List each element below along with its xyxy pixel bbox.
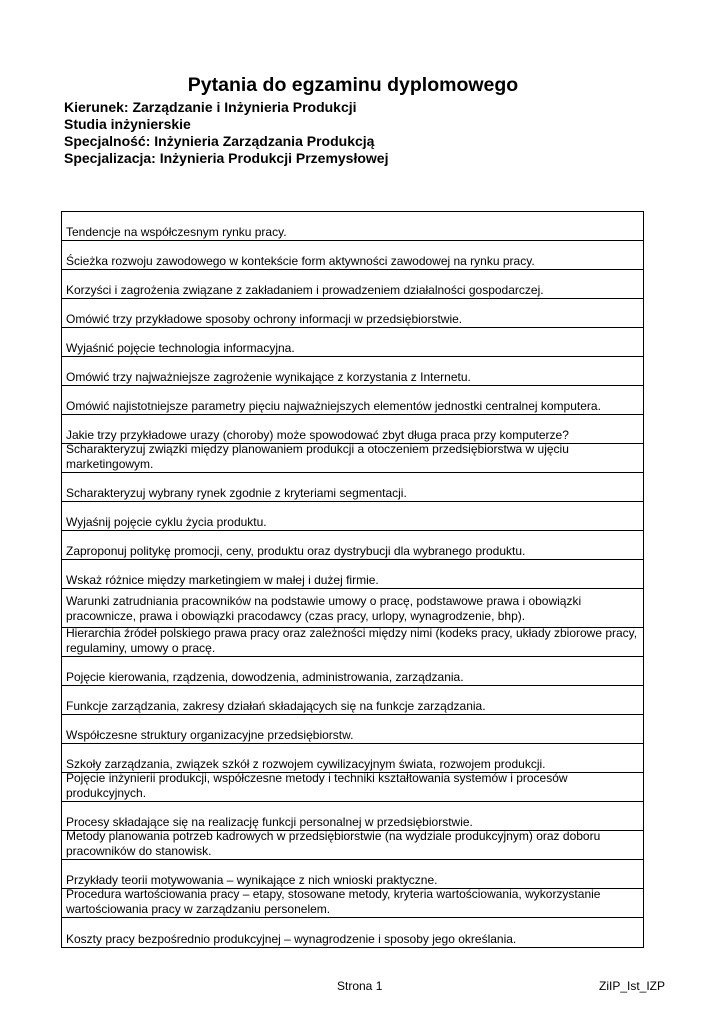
- question-text: Przykłady teorii motywowania – wynikające z nich wnioski praktyczne.: [66, 872, 438, 887]
- question-row: [62, 657, 643, 686]
- question-row: [62, 802, 643, 831]
- question-row: [62, 773, 643, 802]
- header-field-of-study: Kierunek: Zarządzanie i Inżynieria Produkcji: [64, 99, 357, 115]
- question-row: [62, 502, 643, 531]
- question-text: Scharakteryzuj wybrany rynek zgodnie z kryteriami segmentacji.: [66, 485, 407, 500]
- question-row: [62, 328, 643, 357]
- question-text: Tendencje na współczesnym rynku pracy.: [66, 224, 287, 239]
- header-specialization: Specjalizacja: Inżynieria Produkcji Przemysłowej: [64, 150, 389, 166]
- page-number: Strona 1: [337, 979, 383, 993]
- question-text: Omówić najistotniejsze parametry pięciu najważniejszych elementów jednostki centralnej komputera.: [66, 398, 601, 413]
- question-text: Szkoły zarządzania, związek szkół z rozwojem cywilizacyjnym świata, rozwojem produkcji.: [66, 756, 546, 771]
- question-row: [62, 918, 643, 947]
- question-text: Wyjaśnij pojęcie cyklu życia produktu.: [66, 514, 267, 529]
- question-text: Korzyści i zagrożenia związane z zakładaniem i prowadzeniem działalności gospodarczej.: [66, 282, 544, 297]
- question-text: Metody planowania potrzeb kadrowych w przedsiębiorstwie (na wydziale produkcyjnym) oraz doboru pracowników do stanowisk.: [66, 829, 601, 858]
- question-row: [62, 386, 643, 415]
- question-row: [62, 686, 643, 715]
- question-text: Wyjaśnić pojęcie technologia informacyjna.: [66, 340, 295, 355]
- question-text: Funkcje zarządzania, zakresy działań składających się na funkcje zarządzania.: [66, 698, 486, 713]
- document-code: ZiIP_Ist_IZP: [599, 979, 666, 993]
- question-text: Omówić trzy przykładowe sposoby ochrony informacji w przedsiębiorstwie.: [66, 311, 463, 326]
- question-text: Ścieżka rozwoju zawodowego w kontekście form aktywności zawodowej na rynku pracy.: [66, 253, 535, 268]
- question-text: Koszty pracy bezpośrednio produkcyjnej – wynagrodzenie i sposoby jego określania.: [66, 931, 517, 946]
- question-text: Jakie trzy przykładowe urazy (choroby) może spowodować zbyt długa praca przy komputerze?: [66, 427, 569, 442]
- question-row: [62, 299, 643, 328]
- question-text: Procedura wartościowania pracy – etapy, stosowane metody, kryteria wartościowania, wykorzystanie wartościowania pracy w zarządzaniu personelem.: [66, 887, 601, 916]
- question-row: [62, 415, 643, 444]
- question-row: [62, 473, 643, 502]
- question-text: Zaproponuj politykę promocji, ceny, produktu oraz dystrybucji dla wybranego produktu.: [66, 543, 526, 558]
- question-row: [62, 715, 643, 744]
- question-text: Warunki zatrudniania pracowników na podstawie umowy o pracę, podstawowe prawa i obowiązki pracownicze, prawa i obowiązki pracodawcy (czas pracy, urlopy, wynagrodzenie, bhp).: [66, 594, 582, 623]
- header-study-type: Studia inżynierskie: [64, 116, 191, 132]
- question-row: [62, 444, 643, 473]
- question-text: Scharakteryzuj związki między planowaniem produkcji a otoczeniem przedsiębiorstwa w ujęciu marketingowym.: [66, 442, 569, 471]
- header-specialty: Specjalność: Inżynieria Zarządzania Produkcją: [64, 133, 375, 149]
- question-row: [62, 831, 643, 860]
- document-header: [64, 99, 388, 167]
- question-row: [62, 212, 643, 241]
- question-row: [62, 744, 643, 773]
- question-row: [62, 560, 643, 589]
- question-row: [62, 270, 643, 299]
- question-row: [62, 357, 643, 386]
- question-text: Pojęcie kierowania, rządzenia, dowodzenia, administrowania, zarządzania.: [66, 669, 464, 684]
- question-row: [62, 628, 643, 657]
- question-text: Hierarchia źródeł polskiego prawa pracy oraz zależności między nimi (kodeks pracy, układy zbiorowe pracy, regulaminy, umowy o pracę.: [66, 626, 638, 655]
- document-title: Pytania do egzaminu dyplomowego: [187, 74, 519, 96]
- question-row: [62, 889, 643, 918]
- question-text: Wskaż różnice między marketingiem w małej i dużej firmie.: [66, 572, 379, 587]
- question-text: Omówić trzy najważniejsze zagrożenie wynikające z korzystania z Internetu.: [66, 369, 471, 384]
- question-text: Współczesne struktury organizacyjne przedsiębiorstw.: [66, 727, 354, 742]
- question-row: [62, 860, 643, 889]
- question-text: Procesy składające się na realizację funkcji personalnej w przedsiębiorstwie.: [66, 814, 473, 829]
- question-row: [62, 241, 643, 270]
- question-row: [62, 589, 643, 628]
- questions-table: [61, 211, 644, 948]
- question-text: Pojęcie inżynierii produkcji, współczesne metody i techniki kształtowania systemów i procesów produkcyjnych.: [66, 771, 568, 800]
- question-row: [62, 531, 643, 560]
